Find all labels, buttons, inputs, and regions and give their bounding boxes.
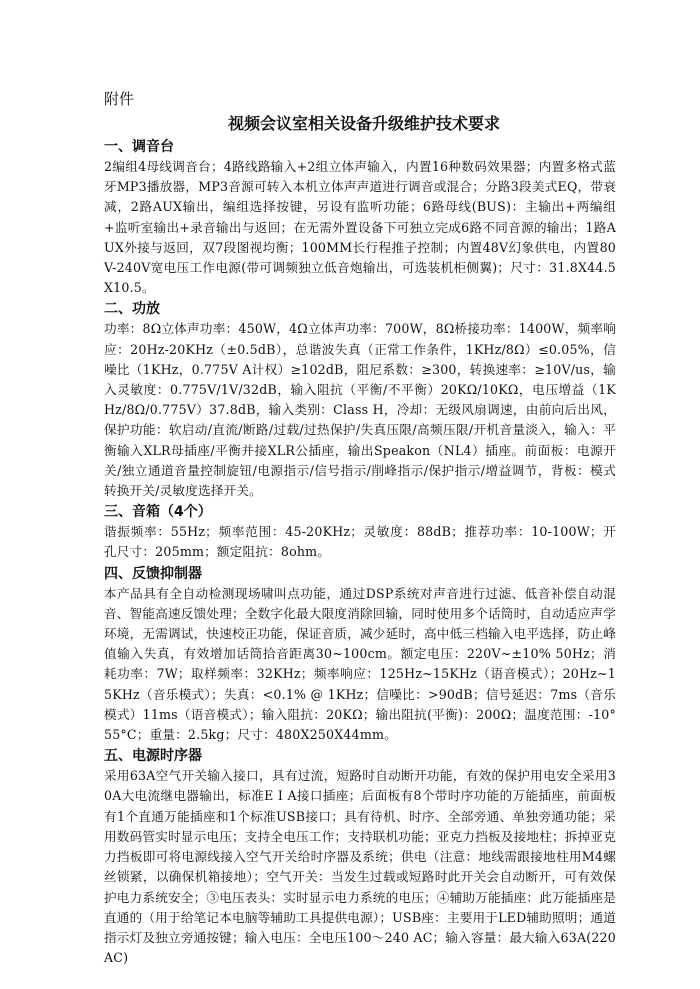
section-heading: 三、音箱（4个） (104, 504, 212, 521)
section-heading: 五、电源时序器 (104, 748, 202, 765)
section-mixer (104, 137, 616, 298)
section-body: 谐振频率：55Hz；频率范围：45-20KHz；灵敏度：88dB；推荐功率：10-100W；开孔尺寸：205mm；额定阻抗：8ohm。 (104, 524, 616, 560)
section-power-sequencer (104, 746, 616, 968)
section-heading: 一、调音台 (104, 139, 174, 155)
section-heading: 二、功放 (104, 301, 160, 318)
attachment-label: 附件 (104, 90, 135, 108)
document-title: 视频会议室相关设备升级维护技术要求 (227, 114, 500, 133)
section-body: 采用63A空气开关输入接口，具有过流，短路时自动断开功能，有效的保护用电安全采用30A大电流继电器输出，标准E I A接口插座；后面板有8个带时序功能的万能插座，前面板有1个直通万能插座和1个标准USB接口；具有待机、时序、全部旁通、单独旁通功能；采用数码管实时显示电压；支持全电压工作；支持联机功能；亚克力挡板及接地柱；拆掉亚克力挡板即可将电源线接入空气开关给时序器及系统；供电（注意：地线需跟接地柱用M4螺丝锁紧，以确保机箱接地）；空气开关：当发生过载或短路时此开关会自动断开，可有效保护电力系统安全；③电压表头：实时显示电力系统的电压；④辅助万能插座：此万能插座是直通的（用于给笔记本电脑等辅助工具提供电源）；USB座：主要用于LED辅助照明；通道指示灯及独立旁通按键；输入电压：全电压100～240 AC；输入容量：最大输入63A(220 AC) (104, 768, 616, 966)
section-heading: 四、反馈抑制器 (104, 565, 202, 582)
section-body: 2编组4母线调音台；4路线路输入+2组立体声输入，内置16种数码效果器；内置多格式蓝牙MP3播放器，MP3音源可转入本机立体声声道进行调音或混合；分路3段美式EQ，带衰减，2路AUX输出，编组选择按键，另设有监听功能；6路母线(BUS)：主输出+两编组+监听室输出+录音输出与返回；在无需外置设备下可独立完成6路不同音源的输出；1路AUX外接与返回，双7段图视均衡；100MM长行程推子控制；内置48V幻象供电，内置80V-240V宽电压工作电源(带可调频独立低音炮输出，可选装机柜侧翼)；尺寸：31.8X44.5X10.5。 (104, 159, 616, 296)
section-feedback-suppressor (104, 564, 616, 746)
section-body: 功率：8Ω立体声功率：450W，4Ω立体声功率：700W，8Ω桥接功率：1400W，频率响应：20Hz-20KHz（±0.5dB），总谐波失真（正常工作条件，1KHz/8Ω）≤0.05%，信噪比（1KHz，0.775V A计权）≥102dB，阻尼系数：≥300，转换速率：≥10V/us，输入灵敏度：0.775V/1V/32dB，输入阻抗（平衡/不平衡）20KΩ/10KΩ，电压增益（1KHz/8Ω/0.775V）37.8dB，输入类别：Class H，冷却：无级风扇调速，由前向后出风，保护功能：软启动/直流/断路/过载/过热保护/失真压限/高频压限/开机音量淡入，输入：平衡输入XLR母插座/平衡并接XLR公插座，输出Speakon（NL4）插座。前面板：电源开关/独立通道音量控制旋钮/电源指示/信号指示/削峰指示/保护指示/增益调节，背板：模式转换开关/灵敏度选择开关。 (104, 321, 616, 499)
section-amplifier (104, 299, 616, 501)
section-speakers (104, 502, 616, 562)
section-body: 本产品具有全自动检测现场啸叫点功能，通过DSP系统对声音进行过滤、低音补偿自动混音、智能高速反馈处理；全数字化最大限度消除回输，同时使用多个话筒时，自动适应声学环境，无需调试，快速校正功能，保证音质，减少延时，高中低三档输入电平选择，防止峰值输入失真，有效增加话筒拾音距离30~100cm。额定电压：220V~±10% 50Hz；消耗功率：7W；取样频率：32KHz；频率响应：125Hz~15KHz（语音模式）；20Hz~15KHz（音乐模式）；失真：<0.1% @ 1KHz；信噪比：>90dB；信号延迟：7ms（音乐模式）11ms（语音模式）；输入阻抗：20KΩ；输出阻抗(平衡)：200Ω；温度范围：-10°55°C；重量：2.5kg；尺寸：480X250X44mm。 (104, 585, 616, 743)
